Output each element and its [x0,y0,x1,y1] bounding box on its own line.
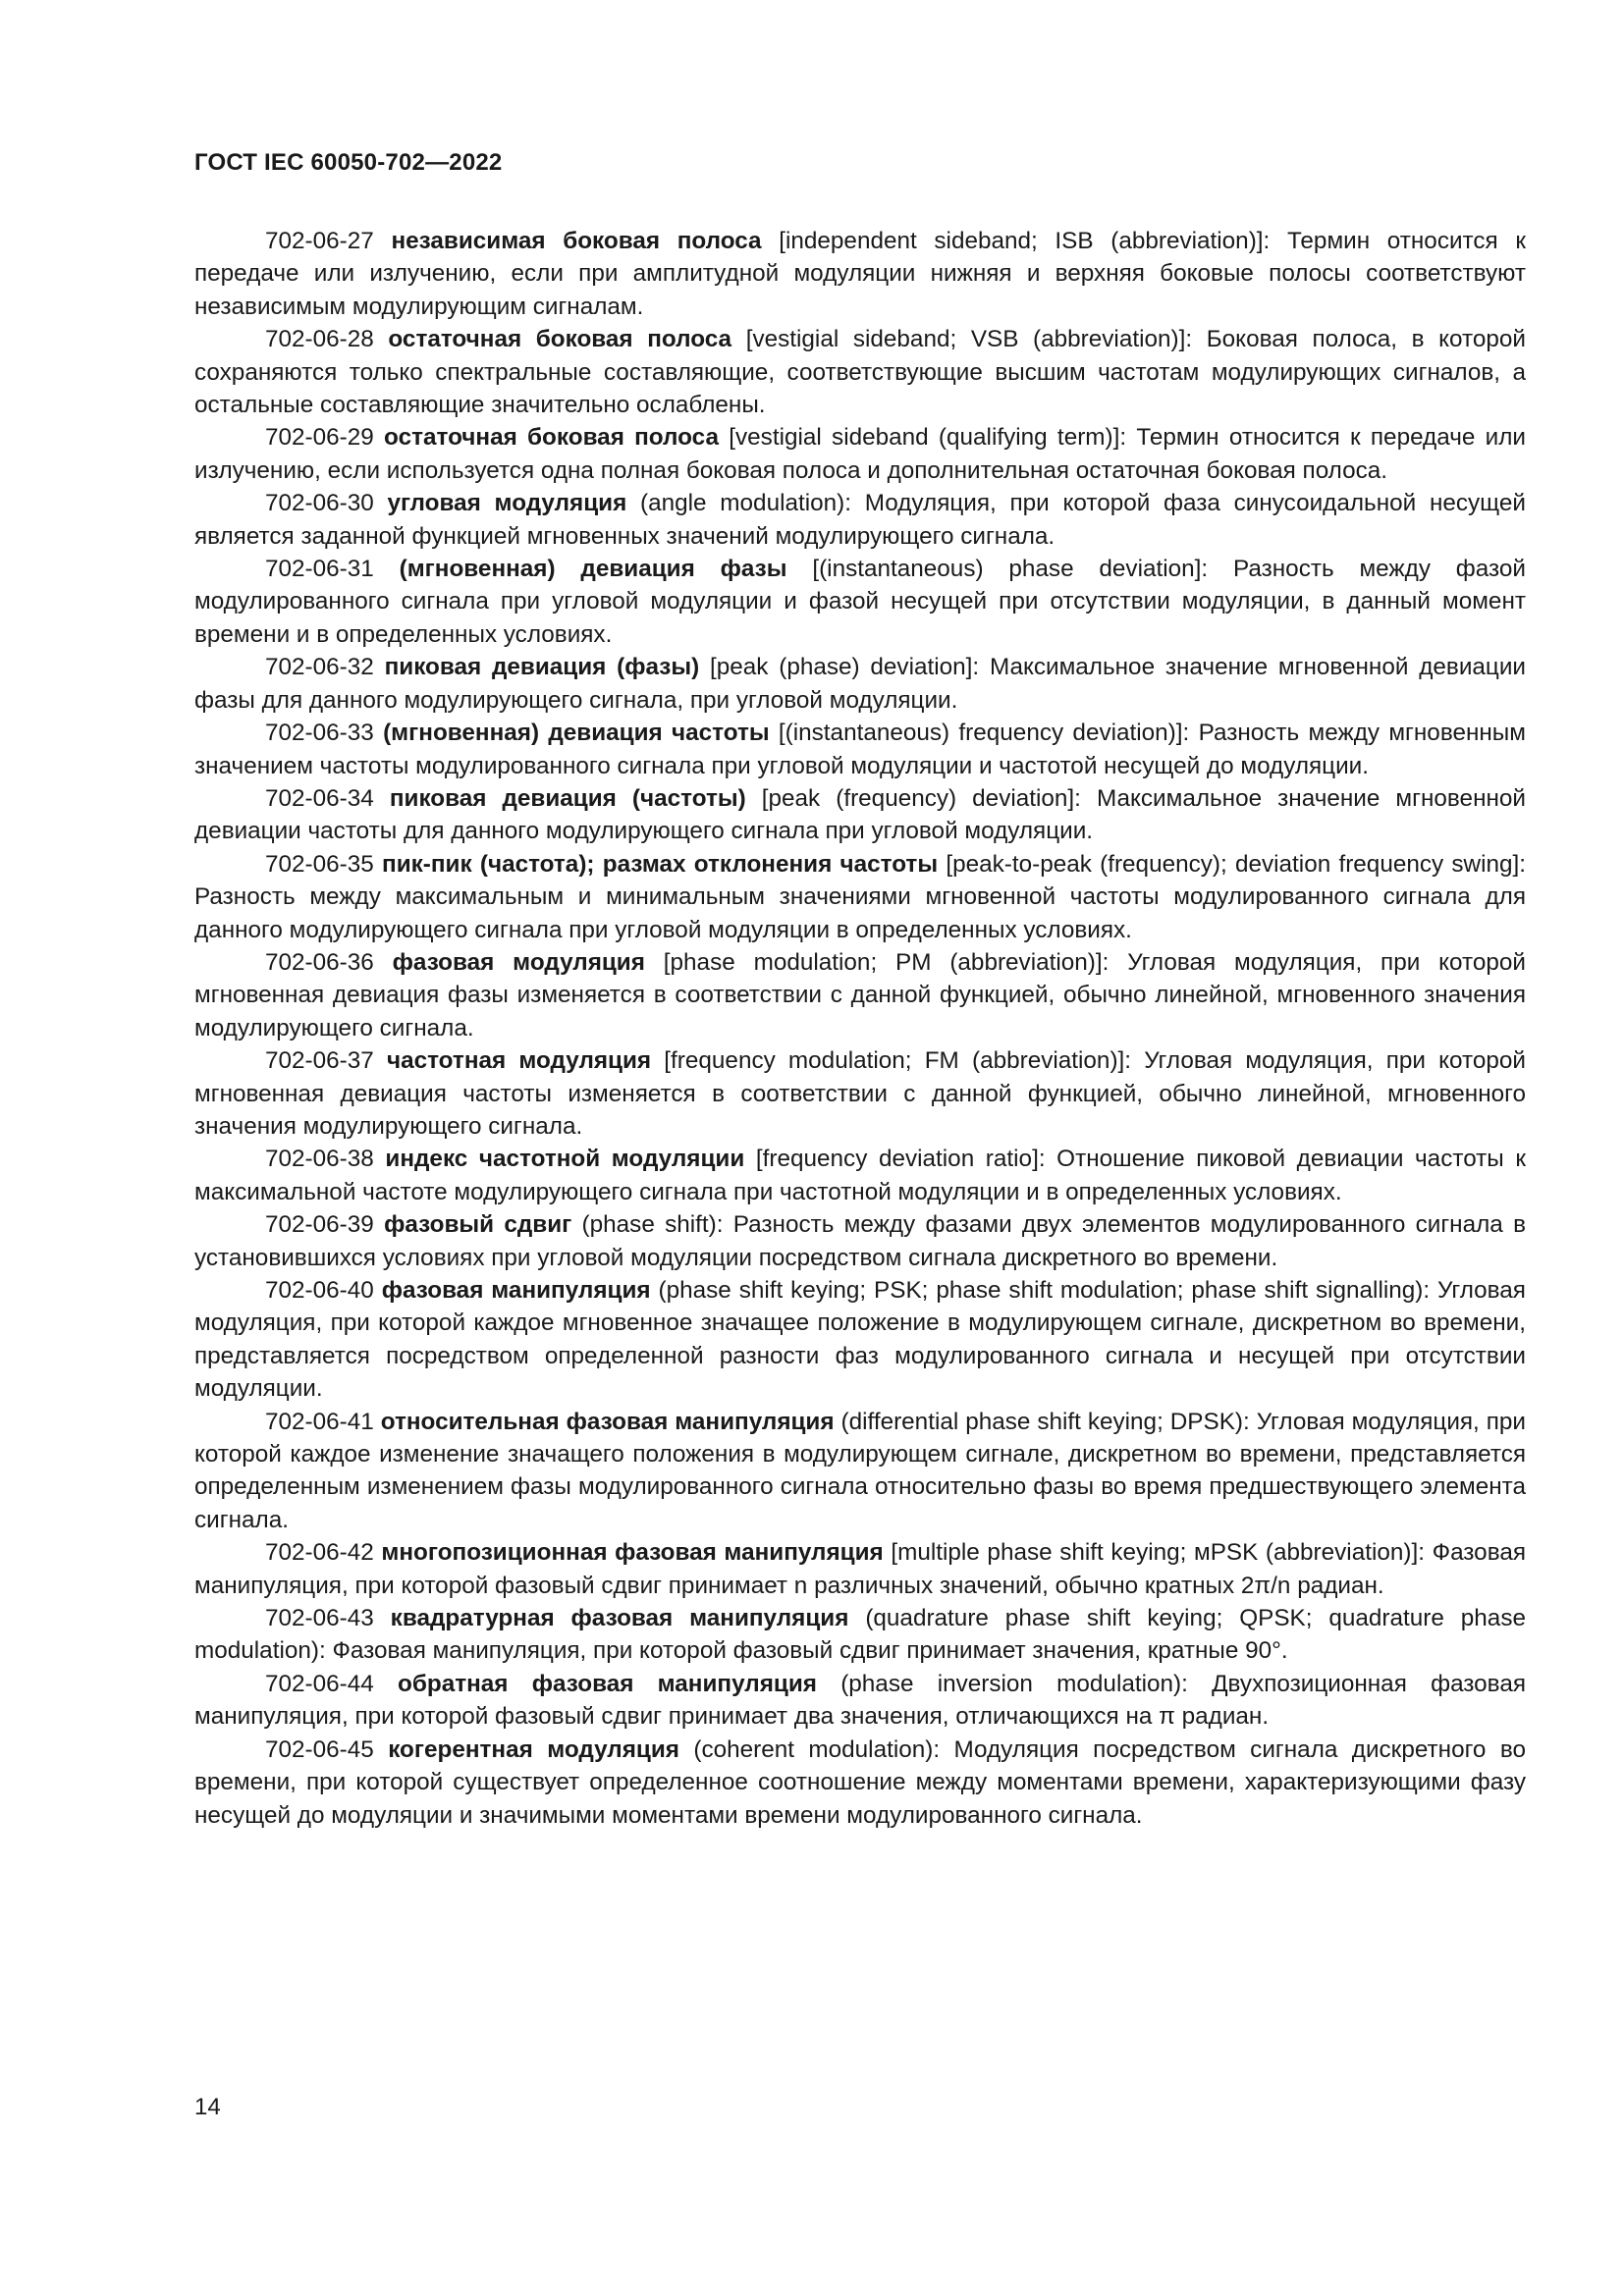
term-entry [194,848,1526,946]
entry-definition: (quadrature phase shift keying; QPSK; quadrature phase modulation): Фазовая манипуляция, при которой фазовый сдвиг принимает значения, кратные 90°. [194,1605,1526,1665]
entry-term: когерентная модуляция [388,1735,679,1763]
entry-code: 702-06-43 [265,1605,374,1632]
term-entry [194,1536,1526,1602]
term-entry [194,1143,1526,1208]
term-entry [194,487,1526,553]
entry-definition: (phase inversion modulation): Двухпозиционная фазовая манипуляция, при которой фазовый сдвиг принимает два значения, отличающихся на π радиан. [194,1670,1526,1731]
entry-term: остаточная боковая полоса [384,424,719,452]
entry-term: пиковая девиация (фазы) [384,654,700,681]
entry-code: 702-06-41 [265,1408,374,1435]
term-entry [194,1668,1526,1734]
entry-code: 702-06-35 [265,850,374,878]
term-entry [194,323,1526,421]
entry-definition: (angle modulation): Модуляция, при которой фаза синусоидальной несущей является заданной функцией мгновенных значений модулирующего сигнала. [194,490,1526,550]
entry-term: (мгновенная) девиация частоты [383,720,770,747]
entry-code: 702-06-28 [265,326,374,353]
entry-term: квадратурная фазовая манипуляция [390,1605,849,1632]
entry-term: фазовая модуляция [392,948,645,976]
entry-term: многопозиционная фазовая манипуляция [381,1539,884,1567]
entry-term: (мгновенная) девиация фазы [399,556,787,583]
entry-definition: (phase shift keying; PSK; phase shift modulation; phase shift signalling): Угловая модуляция, при которой каждое мгновенное значащее положение в модулирующем сигнале, дискретном во времени, представляется посредством определенной разности фаз модулированного сигнала и несущей при отсутствии модуляции. [194,1277,1526,1403]
entry-definition: [multiple phase shift keying; мPSK (abbreviation)]: Фазовая манипуляция, при которой фазовый сдвиг принимает n различных значений, обычно кратных 2π/n радиан. [194,1539,1526,1599]
term-entry [194,421,1526,487]
entry-term: независимая боковая полоса [391,228,762,254]
page-number: 14 [194,2094,221,2120]
entry-definition: [peak-to-peak (frequency); deviation frequency swing]: Разность между максимальным и минимальным значениями мгновенной частоты модулированного сигнала для данного модулирующего сигнала при угловой модуляции в определенных условиях. [194,850,1526,943]
entry-term: фазовая манипуляция [381,1277,651,1304]
term-entry [194,946,1526,1044]
term-entry [194,1208,1526,1274]
term-entry [194,1044,1526,1143]
term-entry [194,553,1526,651]
entry-code: 702-06-40 [265,1277,374,1304]
entry-definition: [vestigial sideband (qualifying term)]: Термин относится к передаче или излучению, если используется одна полная боковая полоса и дополнительная остаточная боковая полоса. [194,424,1526,484]
term-entry [194,717,1526,782]
entry-code: 702-06-27 [265,228,374,254]
entry-code: 702-06-44 [265,1670,374,1697]
entry-definition: (differential phase shift keying; DPSK): Угловая модуляция, при которой каждое изменение значащего положения в модулирующем сигнале, дискретном во времени, представляется определенным изменением фазы модулированного сигнала относительно фазы во время предшествующего элемента сигнала. [194,1408,1526,1533]
entry-term: фазовый сдвиг [384,1211,572,1239]
term-entry [194,1274,1526,1406]
entry-definition: [peak (frequency) deviation]: Максимальное значение мгновенной девиации частоты для данного модулирующего сигнала при угловой модуляции. [194,784,1526,845]
entry-code: 702-06-36 [265,948,374,976]
entry-term: пиковая девиация (частоты) [389,784,746,812]
term-entry [194,782,1526,848]
entry-code: 702-06-33 [265,720,374,747]
entry-code: 702-06-31 [265,556,374,583]
entries-list [194,225,1526,1832]
term-entry [194,651,1526,717]
entry-code: 702-06-34 [265,784,374,812]
entry-term: индекс частотной модуляции [385,1146,745,1173]
term-entry [194,1406,1526,1537]
entry-definition: [frequency deviation ratio]: Отношение пиковой девиации частоты к максимальной частоте модулирующего сигнала при частотной модуляции и в определенных условиях. [194,1146,1526,1205]
entry-definition: [frequency modulation; FM (abbreviation)]: Угловая модуляция, при которой мгновенная девиация частоты изменяется в соответствии с данной функцией, обычно линейной, мгновенного значения модулирующего сигнала. [194,1047,1526,1140]
entry-definition: [phase modulation; PM (abbreviation)]: Угловая модуляция, при которой мгновенная девиация фазы изменяется в соответствии с данной функцией, обычно линейной, мгновенного значения модулирующего сигнала. [194,948,1526,1041]
entry-code: 702-06-29 [265,424,374,452]
entry-definition: [(instantaneous) frequency deviation)]: Разность между мгновенным значением частоты модулированного сигнала при угловой модуляции и частотой несущей до модуляции. [194,720,1526,779]
entry-definition: [independent sideband; ISB (abbreviation)]: Термин относится к передаче или излучению, если при амплитудной модуляции нижняя и верхняя боковые полосы соответствуют независимым модулирующим сигналам. [194,228,1526,320]
entry-term: относительная фазовая манипуляция [380,1408,835,1435]
entry-code: 702-06-39 [265,1211,374,1239]
page-header: ГОСТ IEC 60050-702—2022 [194,149,503,176]
entry-term: угловая модуляция [387,490,627,517]
entry-definition: [vestigial sideband; VSB (abbreviation)]: Боковая полоса, в которой сохраняются только спектральные составляющие, соответствующие высшим частотам модулирующих сигналов, а остальные составляющие значительно ослаблены. [194,326,1526,419]
entry-code: 702-06-30 [265,490,374,517]
entry-code: 702-06-45 [265,1735,374,1763]
entry-term: остаточная боковая полоса [388,326,732,353]
term-entry [194,1734,1526,1832]
entry-code: 702-06-38 [265,1146,374,1173]
entry-definition: (coherent modulation): Модуляция посредством сигнала дискретного во времени, при которой существует определенное соотношение между моментами времени, характеризующими фазу несущей до модуляции и значимыми моментами времени модулированного сигнала. [194,1735,1526,1829]
entry-term: обратная фазовая манипуляция [398,1670,817,1697]
entry-term: пик-пик (частота); размах отклонения частоты [382,850,939,878]
entry-code: 702-06-37 [265,1047,374,1075]
entry-code: 702-06-32 [265,654,374,681]
entry-definition: [peak (phase) deviation]: Максимальное значение мгновенной девиации фазы для данного модулирующего сигнала, при угловой модуляции. [194,654,1526,714]
entry-term: частотная модуляция [386,1047,652,1075]
entry-code: 702-06-42 [265,1539,374,1567]
term-entry [194,225,1526,323]
entry-definition: (phase shift): Разность между фазами двух элементов модулированного сигнала в установившихся условиях при угловой модуляции посредством сигнала дискретного во времени. [194,1211,1526,1271]
entry-definition: [(instantaneous) phase deviation]: Разность между фазой модулированного сигнала при угловой модуляции и фазой несущей при отсутствии модуляции, в данный момент времени и в определенных условиях. [194,556,1526,648]
term-entry [194,1602,1526,1668]
